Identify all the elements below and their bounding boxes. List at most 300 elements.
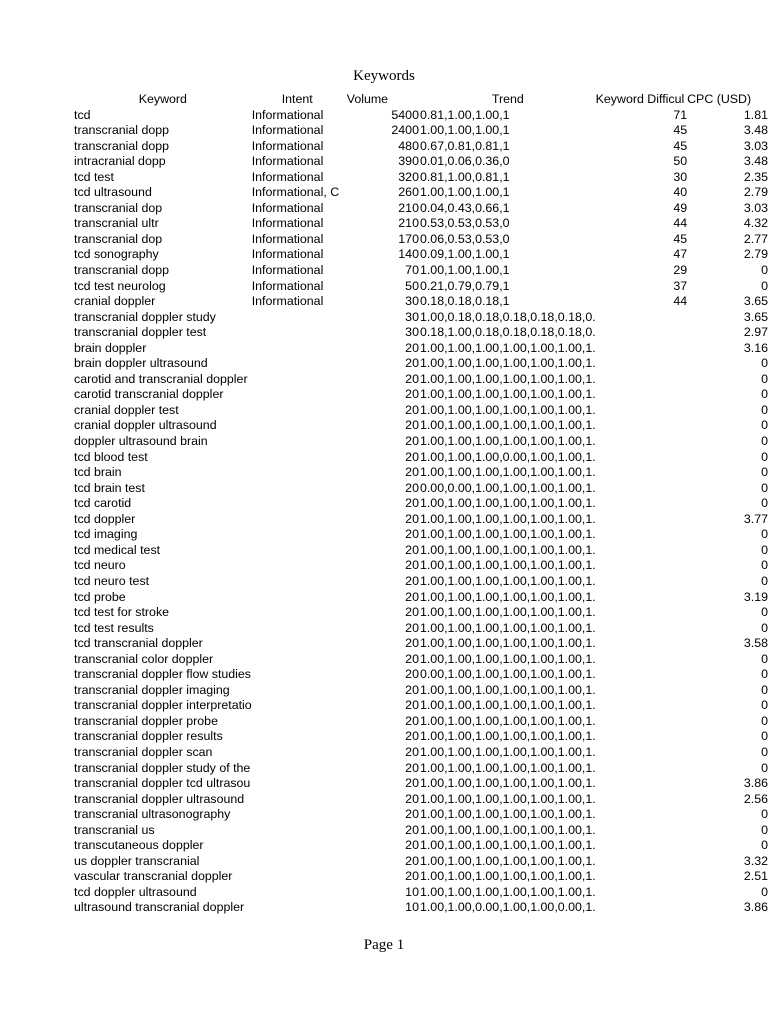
table-row <box>74 605 768 621</box>
cell-trend: 1.00,1.00,1.00,1.00,1.00,1.00,1. <box>419 418 596 433</box>
table-row <box>74 621 768 637</box>
table-row <box>74 527 768 543</box>
cell-cpc: 3.77 <box>743 511 768 526</box>
cell-cpc: 0 <box>761 822 768 837</box>
cell-intent <box>252 403 343 419</box>
table-row <box>74 869 768 885</box>
cell-cpc: 0 <box>761 387 768 402</box>
page-title: Keywords <box>353 68 415 84</box>
cell-intent <box>252 807 343 823</box>
table-row <box>74 465 768 481</box>
table-row <box>74 263 768 279</box>
cell-trend: 0.21,0.79,0.79,1 <box>419 278 510 293</box>
cell-cpc: 3.65 <box>743 294 768 309</box>
cell-cpc: 0 <box>761 465 768 480</box>
table-row <box>74 745 768 761</box>
cell-cpc: 2.79 <box>743 185 768 200</box>
cell-trend: 1.00,1.00,1.00,1.00,1.00,1.00,1. <box>419 744 596 759</box>
cell-cpc: 2.77 <box>743 231 768 246</box>
cell-intent <box>252 481 343 497</box>
cell-intent: Informational <box>251 216 324 231</box>
cell-cpc: 0 <box>761 402 768 417</box>
cell-trend: 0.01,0.06,0.36,0 <box>419 154 510 169</box>
cell-keyword-difficulty <box>596 776 687 792</box>
cell-volume: 20 <box>405 449 419 464</box>
cell-volume: 20 <box>405 480 419 495</box>
cell-trend: 1.00,1.00,1.00,1.00,1.00,1.00,1. <box>419 698 596 713</box>
cell-volume: 20 <box>405 527 419 542</box>
cell-keyword-difficulty <box>596 869 687 885</box>
table-row <box>74 885 768 901</box>
cell-intent <box>252 574 343 590</box>
cell-keyword: tcd test results <box>74 620 154 635</box>
cell-trend: 0.67,0.81,0.81,1 <box>419 138 510 153</box>
cell-keyword: tcd doppler ultrasound <box>74 884 197 899</box>
cell-volume: 210 <box>398 200 419 215</box>
cell-keyword: transcranial dopp <box>74 263 170 278</box>
cell-volume: 20 <box>405 371 419 386</box>
cell-cpc: 3.03 <box>743 138 768 153</box>
cell-trend: 1.00,1.00,1.00,1.00,1.00,1.00,1. <box>419 402 596 417</box>
cell-keyword: cranial doppler ultrasound <box>74 418 217 433</box>
cell-intent <box>252 356 343 372</box>
cell-keyword-difficulty <box>596 900 687 916</box>
cell-keyword-difficulty <box>596 636 687 652</box>
table-row <box>74 652 768 668</box>
table-row <box>74 792 768 808</box>
cell-volume: 30 <box>405 309 419 324</box>
cell-trend: 0.00,0.00,1.00,1.00,1.00,1.00,1. <box>419 480 596 495</box>
cell-volume: 20 <box>405 356 419 371</box>
table-row <box>74 434 768 450</box>
table-row <box>74 356 768 372</box>
table-row <box>74 761 768 777</box>
cell-trend: 1.00,1.00,1.00,1.00,1.00,1.00,1. <box>419 511 596 526</box>
cell-volume: 20 <box>405 776 419 791</box>
table-row <box>74 279 768 295</box>
table-row <box>74 667 768 683</box>
cell-intent <box>252 465 343 481</box>
cell-keyword: tcd neuro test <box>74 573 150 588</box>
cell-keyword: transcranial doppler flow studies <box>74 667 252 682</box>
cell-cpc: 0 <box>761 667 768 682</box>
cell-trend: 1.00,1.00,1.00,1.00,1.00,1.00,1. <box>419 387 596 402</box>
cell-keyword-difficulty <box>596 683 687 699</box>
cell-cpc: 0 <box>761 263 768 278</box>
cell-keyword: tcd blood test <box>74 449 148 464</box>
cell-cpc: 3.03 <box>743 200 768 215</box>
cell-keyword-difficulty <box>596 621 687 637</box>
cell-volume: 320 <box>398 169 419 184</box>
cell-keyword: cranial doppler <box>74 294 156 309</box>
cell-keyword-difficulty <box>596 481 687 497</box>
cell-volume: 20 <box>405 589 419 604</box>
cell-intent <box>252 698 343 714</box>
cell-cpc: 0 <box>761 838 768 853</box>
cell-volume: 20 <box>405 402 419 417</box>
cell-intent <box>252 310 343 326</box>
cell-keyword: tcd transcranial doppler <box>74 636 203 651</box>
cell-volume: 20 <box>405 713 419 728</box>
cell-trend: 1.00,1.00,0.00,1.00,1.00,0.00,1. <box>419 900 596 915</box>
table-row <box>74 481 768 497</box>
cell-keyword-difficulty <box>596 403 687 419</box>
cell-volume: 20 <box>405 636 419 651</box>
cell-keyword: transcranial doppler test <box>74 325 207 340</box>
cell-keyword-difficulty: 29 <box>673 263 688 278</box>
cell-keyword: tcd test <box>74 169 114 184</box>
cell-volume: 30 <box>405 294 419 309</box>
cell-trend: 0.06,0.53,0.53,0 <box>419 231 510 246</box>
cell-intent <box>252 683 343 699</box>
cell-keyword-difficulty: 49 <box>673 200 688 215</box>
table-row <box>74 512 768 528</box>
cell-volume: 20 <box>405 822 419 837</box>
cell-keyword: tcd neuro <box>74 558 126 573</box>
cell-trend: 1.00,1.00,1.00,1.00,1.00,1.00,1. <box>419 651 596 666</box>
table-row <box>74 247 768 263</box>
cell-volume: 50 <box>405 278 419 293</box>
cell-keyword-difficulty <box>596 450 687 466</box>
cell-keyword: transcranial doppler tcd ultrasou <box>74 776 251 791</box>
cell-cpc: 0 <box>761 418 768 433</box>
cell-cpc: 3.19 <box>743 589 768 604</box>
cell-cpc: 4.32 <box>743 216 768 231</box>
cell-volume: 20 <box>405 760 419 775</box>
cell-trend: 1.00,1.00,1.00,1.00,1.00,1.00,1. <box>419 869 596 884</box>
cell-volume: 70 <box>405 263 419 278</box>
cell-intent <box>252 885 343 901</box>
cell-keyword-difficulty <box>596 590 687 606</box>
cell-trend: 0.53,0.53,0.53,0 <box>419 216 510 231</box>
cell-cpc: 3.86 <box>743 776 768 791</box>
cell-keyword: intracranial dopp <box>74 154 166 169</box>
cell-cpc: 0 <box>761 729 768 744</box>
table-row <box>74 232 768 248</box>
cell-keyword: tcd medical test <box>74 542 161 557</box>
cell-trend: 1.00,1.00,1.00,1.00,1.00,1.00,1. <box>419 636 596 651</box>
cell-keyword: vascular transcranial doppler <box>74 869 233 884</box>
cell-intent: Informational <box>251 107 324 122</box>
cell-keyword-difficulty <box>596 310 687 326</box>
cell-keyword-difficulty <box>596 325 687 341</box>
cell-cpc: 3.32 <box>743 853 768 868</box>
cell-keyword-difficulty <box>596 745 687 761</box>
col-header-trend: Trend <box>491 92 524 106</box>
cell-keyword-difficulty <box>596 418 687 434</box>
cell-cpc: 3.48 <box>743 154 768 169</box>
cell-intent: Informational <box>251 278 324 293</box>
cell-keyword: transcranial doppler imaging <box>74 682 230 697</box>
cell-keyword-difficulty <box>596 574 687 590</box>
cell-trend: 1.00,1.00,1.00,1.00,1.00,1.00,1. <box>419 558 596 573</box>
cell-trend: 1.00,1.00,1.00,1.00,1.00,1.00,1. <box>419 371 596 386</box>
cell-keyword-difficulty: 44 <box>673 216 688 231</box>
cell-keyword: transcranial dop <box>74 200 163 215</box>
table-row <box>74 900 768 916</box>
cell-keyword: transcranial ultr <box>74 216 159 231</box>
cell-keyword: transcranial doppler results <box>74 729 223 744</box>
cell-keyword-difficulty <box>596 356 687 372</box>
cell-trend: 1.00,1.00,1.00,1 <box>419 263 510 278</box>
cell-volume: 20 <box>405 542 419 557</box>
col-header-cpc: CPC (USD) <box>687 92 752 106</box>
cell-intent <box>252 418 343 434</box>
cell-keyword: carotid transcranial doppler <box>74 387 224 402</box>
cell-volume: 480 <box>398 138 419 153</box>
cell-intent <box>252 450 343 466</box>
table-row <box>74 838 768 854</box>
cell-intent <box>252 543 343 559</box>
cell-intent <box>252 590 343 606</box>
cell-volume: 20 <box>405 729 419 744</box>
cell-keyword-difficulty: 45 <box>673 138 688 153</box>
cell-keyword: transcranial doppler study of the <box>74 760 251 775</box>
cell-intent <box>252 496 343 512</box>
cell-keyword: transcranial doppler scan <box>74 744 213 759</box>
cell-trend: 1.00,1.00,1.00,1.00,1.00,1.00,1. <box>419 465 596 480</box>
cell-trend: 1.00,1.00,1.00,1.00,1.00,1.00,1. <box>419 542 596 557</box>
cell-intent <box>252 823 343 839</box>
cell-volume: 20 <box>405 853 419 868</box>
cell-volume: 20 <box>405 620 419 635</box>
cell-trend: 1.00,1.00,1.00,1.00,1.00,1.00,1. <box>419 589 596 604</box>
cell-volume: 20 <box>405 605 419 620</box>
cell-keyword: transcranial dop <box>74 231 163 246</box>
cell-volume: 20 <box>405 838 419 853</box>
cell-keyword: transcranial doppler ultrasound <box>74 791 245 806</box>
cell-keyword-difficulty <box>596 527 687 543</box>
cell-keyword-difficulty <box>596 838 687 854</box>
table-row <box>74 185 768 201</box>
cell-trend: 0.18,1.00,0.18,0.18,0.18,0.18,0. <box>419 325 596 340</box>
cell-intent <box>252 434 343 450</box>
cell-keyword-difficulty: 47 <box>673 247 688 262</box>
cell-intent: Informational <box>251 123 324 138</box>
header-row <box>74 92 768 108</box>
table-row <box>74 496 768 512</box>
cell-trend: 1.00,1.00,1.00,1.00,1.00,1.00,1. <box>419 573 596 588</box>
cell-intent: Informational, C <box>251 185 340 200</box>
cell-keyword: doppler ultrasound brain <box>74 434 208 449</box>
cell-cpc: 3.58 <box>743 636 768 651</box>
cell-cpc: 0 <box>761 278 768 293</box>
cell-volume: 140 <box>398 247 419 262</box>
col-header-keyword-difficulty: Keyword Difficul <box>595 92 685 106</box>
cell-keyword: transcranial dopp <box>74 138 170 153</box>
table-row <box>74 310 768 326</box>
cell-keyword-difficulty <box>596 434 687 450</box>
cell-keyword: tcd brain <box>74 465 122 480</box>
cell-keyword: tcd <box>74 107 91 122</box>
cell-cpc: 3.16 <box>743 340 768 355</box>
cell-volume: 20 <box>405 651 419 666</box>
cell-intent: Informational <box>251 169 324 184</box>
cell-intent <box>252 387 343 403</box>
cell-keyword-difficulty <box>596 512 687 528</box>
cell-volume: 5400 <box>391 107 419 122</box>
col-header-volume: Volume <box>346 92 389 106</box>
cell-cpc: 2.97 <box>743 325 768 340</box>
cell-volume: 170 <box>398 231 419 246</box>
cell-trend: 1.00,1.00,1.00,1.00,1.00,1.00,1. <box>419 340 596 355</box>
cell-intent <box>252 636 343 652</box>
cell-intent <box>252 667 343 683</box>
cell-keyword: cranial doppler test <box>74 402 179 417</box>
cell-keyword-difficulty <box>596 341 687 357</box>
cell-intent <box>252 714 343 730</box>
table-row <box>74 139 768 155</box>
cell-intent: Informational <box>251 138 324 153</box>
cell-cpc: 1.81 <box>743 107 768 122</box>
cell-volume: 20 <box>405 682 419 697</box>
cell-cpc: 3.48 <box>743 123 768 138</box>
cell-keyword: tcd imaging <box>74 527 138 542</box>
cell-volume: 20 <box>405 698 419 713</box>
cell-keyword-difficulty <box>596 558 687 574</box>
cell-volume: 20 <box>405 869 419 884</box>
cell-cpc: 3.65 <box>743 309 768 324</box>
cell-keyword-difficulty: 45 <box>673 231 688 246</box>
cell-keyword-difficulty <box>596 465 687 481</box>
cell-trend: 1.00,1.00,1.00,0.00,1.00,1.00,1. <box>419 449 596 464</box>
cell-volume: 20 <box>405 791 419 806</box>
cell-cpc: 0 <box>761 449 768 464</box>
cell-keyword-difficulty: 44 <box>673 294 688 309</box>
cell-intent <box>252 372 343 388</box>
table-row <box>74 807 768 823</box>
cell-intent <box>252 900 343 916</box>
table-row <box>74 294 768 310</box>
table-row <box>74 154 768 170</box>
cell-volume: 20 <box>405 496 419 511</box>
cell-cpc: 0 <box>761 884 768 899</box>
table-row <box>74 558 768 574</box>
cell-volume: 10 <box>405 884 419 899</box>
cell-trend: 0.09,1.00,1.00,1 <box>419 247 510 262</box>
table-row <box>74 683 768 699</box>
cell-keyword-difficulty <box>596 372 687 388</box>
cell-cpc: 0 <box>761 713 768 728</box>
table-row <box>74 823 768 839</box>
cell-intent: Informational <box>251 263 324 278</box>
cell-volume: 20 <box>405 558 419 573</box>
cell-intent <box>252 558 343 574</box>
cell-cpc: 0 <box>761 371 768 386</box>
cell-keyword: transcranial us <box>74 822 155 837</box>
cell-cpc: 0 <box>761 480 768 495</box>
cell-intent <box>252 512 343 528</box>
cell-cpc: 0 <box>761 434 768 449</box>
cell-keyword-difficulty <box>596 823 687 839</box>
cell-cpc: 0 <box>761 527 768 542</box>
cell-trend: 0.81,1.00,0.81,1 <box>419 169 510 184</box>
table-row <box>74 450 768 466</box>
cell-trend: 0.00,1.00,1.00,1.00,1.00,1.00,1. <box>419 667 596 682</box>
cell-keyword-difficulty <box>596 792 687 808</box>
cell-volume: 20 <box>405 807 419 822</box>
cell-cpc: 0 <box>761 682 768 697</box>
cell-trend: 1.00,0.18,0.18,0.18,0.18,0.18,0. <box>419 309 596 324</box>
table-row <box>74 201 768 217</box>
cell-intent <box>252 869 343 885</box>
cell-keyword-difficulty <box>596 854 687 870</box>
table-row <box>74 170 768 186</box>
cell-volume: 20 <box>405 387 419 402</box>
cell-volume: 30 <box>405 325 419 340</box>
cell-trend: 1.00,1.00,1.00,1 <box>419 123 510 138</box>
cell-intent <box>252 605 343 621</box>
table-row <box>74 698 768 714</box>
cell-keyword: brain doppler <box>74 340 147 355</box>
cell-keyword-difficulty <box>596 667 687 683</box>
cell-cpc: 2.56 <box>743 791 768 806</box>
cell-keyword-difficulty <box>596 807 687 823</box>
cell-volume: 390 <box>398 154 419 169</box>
cell-trend: 1.00,1.00,1.00,1.00,1.00,1.00,1. <box>419 682 596 697</box>
cell-trend: 1.00,1.00,1.00,1.00,1.00,1.00,1. <box>419 776 596 791</box>
cell-volume: 10 <box>405 900 419 915</box>
cell-trend: 1.00,1.00,1.00,1.00,1.00,1.00,1. <box>419 356 596 371</box>
cell-intent: Informational <box>251 247 324 262</box>
cell-intent: Informational <box>251 231 324 246</box>
cell-intent <box>252 729 343 745</box>
cell-keyword: ultrasound transcranial doppler <box>74 900 245 915</box>
table-row <box>74 372 768 388</box>
table-row <box>74 341 768 357</box>
cell-keyword-difficulty <box>596 714 687 730</box>
cell-intent <box>252 621 343 637</box>
table-row <box>74 387 768 403</box>
cell-volume: 260 <box>398 185 419 200</box>
table-row <box>74 776 768 792</box>
table-row <box>74 729 768 745</box>
cell-keyword: transcranial doppler probe <box>74 713 218 728</box>
cell-intent <box>252 792 343 808</box>
cell-cpc: 3.86 <box>743 900 768 915</box>
cell-volume: 20 <box>405 667 419 682</box>
cell-keyword: transcranial dopp <box>74 123 170 138</box>
cell-volume: 20 <box>405 340 419 355</box>
cell-trend: 0.18,0.18,0.18,1 <box>419 294 510 309</box>
cell-intent <box>252 854 343 870</box>
cell-keyword-difficulty <box>596 543 687 559</box>
cell-keyword: transcranial doppler interpretatio <box>74 698 252 713</box>
cell-intent: Informational <box>251 154 324 169</box>
cell-keyword-difficulty: 30 <box>673 169 688 184</box>
cell-keyword: tcd carotid <box>74 496 132 511</box>
table-row <box>74 590 768 606</box>
cell-intent <box>252 745 343 761</box>
cell-trend: 1.00,1.00,1.00,1.00,1.00,1.00,1. <box>419 527 596 542</box>
cell-volume: 20 <box>405 573 419 588</box>
cell-keyword-difficulty: 71 <box>673 107 688 122</box>
cell-keyword: tcd ultrasound <box>74 185 152 200</box>
cell-keyword: tcd doppler <box>74 511 136 526</box>
cell-keyword-difficulty <box>596 729 687 745</box>
cell-intent <box>252 838 343 854</box>
cell-keyword-difficulty <box>596 605 687 621</box>
cell-keyword: tcd test for stroke <box>74 605 170 620</box>
cell-keyword-difficulty <box>596 761 687 777</box>
cell-volume: 20 <box>405 465 419 480</box>
cell-intent <box>252 341 343 357</box>
cell-keyword: carotid and transcranial doppler <box>74 371 248 386</box>
cell-trend: 1.00,1.00,1.00,1.00,1.00,1.00,1. <box>419 760 596 775</box>
cell-trend: 1.00,1.00,1.00,1.00,1.00,1.00,1. <box>419 605 596 620</box>
table-row <box>74 543 768 559</box>
table-row <box>74 123 768 139</box>
